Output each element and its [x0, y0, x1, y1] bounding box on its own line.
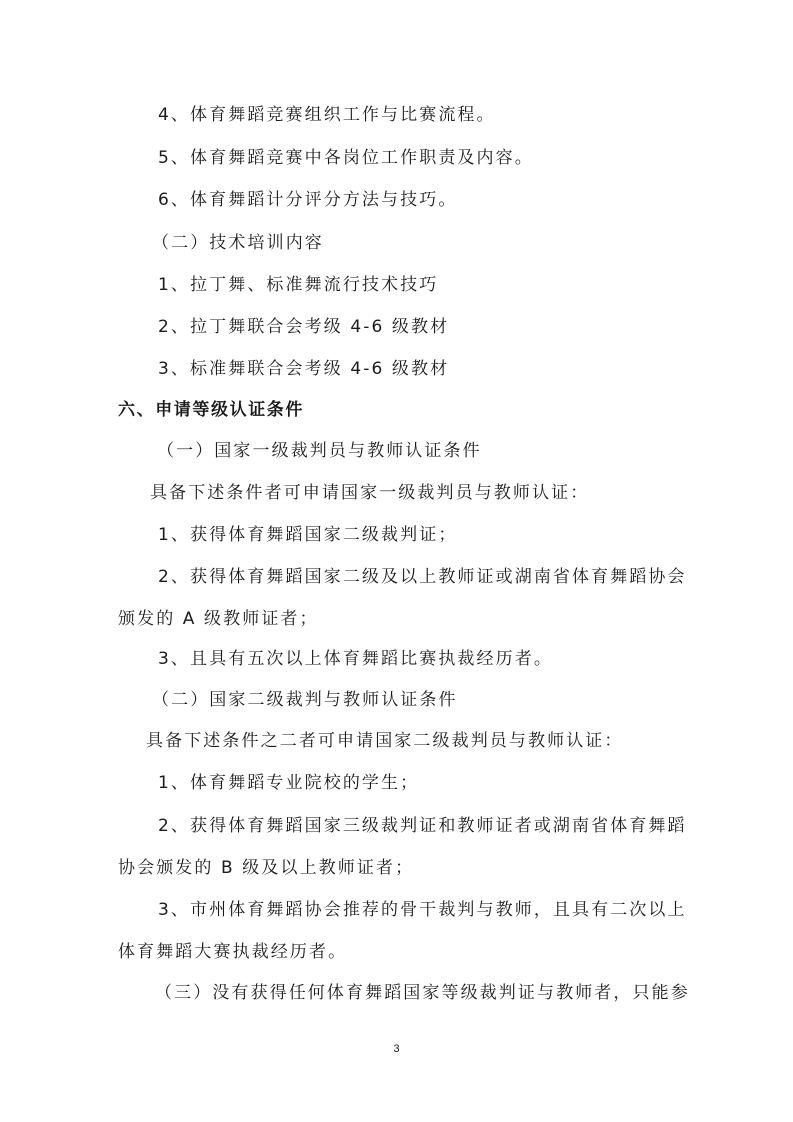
text-line: 3、且具有五次以上体育舞蹈比赛执裁经历者。	[158, 649, 553, 669]
text-line: 2、拉丁舞联合会考级 4-6 级教材	[158, 317, 450, 337]
text-line: 1、拉丁舞、标准舞流行技术技巧	[158, 275, 439, 295]
text-line: 2、获得体育舞蹈国家三级裁判证和教师证者或湖南省体育舞蹈	[158, 816, 687, 836]
text-line: 5、体育舞蹈竞赛中各岗位工作职责及内容。	[158, 148, 534, 168]
text-line: 1、体育舞蹈专业院校的学生；	[158, 773, 420, 793]
subsection-heading: （三）没有获得任何体育舞蹈国家等级裁判证与教师者，只能参	[155, 983, 690, 1003]
text-line: 颁发的 A 级教师证者；	[118, 609, 319, 629]
text-line: 具备下述条件者可申请国家一级裁判员与教师认证：	[150, 483, 590, 503]
text-line: 3、标准舞联合会考级 4-6 级教材	[158, 359, 450, 379]
text-line: 具备下述条件之二者可申请国家二级裁判员与教师认证：	[146, 731, 624, 751]
text-line: 3、市州体育舞蹈协会推荐的骨干裁判与教师，且具有二次以上	[158, 900, 687, 920]
text-line: 协会颁发的 B 级及以上教师证者；	[118, 858, 415, 878]
text-line: 2、获得体育舞蹈国家二级及以上教师证或湖南省体育舞蹈协会	[158, 567, 687, 587]
subsection-heading: （一）国家一级裁判员与教师认证条件	[157, 441, 482, 461]
subsection-heading: （二）技术培训内容	[152, 233, 324, 253]
subsection-heading: （二）国家二级裁判与教师认证条件	[152, 690, 458, 710]
text-line: 体育舞蹈大赛执裁经历者。	[118, 942, 348, 962]
section-heading: 六、申请等级认证条件	[118, 400, 304, 420]
text-line: 6、体育舞蹈计分评分方法与技巧。	[158, 190, 458, 210]
text-line: 1、获得体育舞蹈国家二级裁判证；	[158, 525, 458, 545]
page-number: 3	[393, 1043, 400, 1055]
text-line: 4、体育舞蹈竞赛组织工作与比赛流程。	[158, 105, 496, 125]
